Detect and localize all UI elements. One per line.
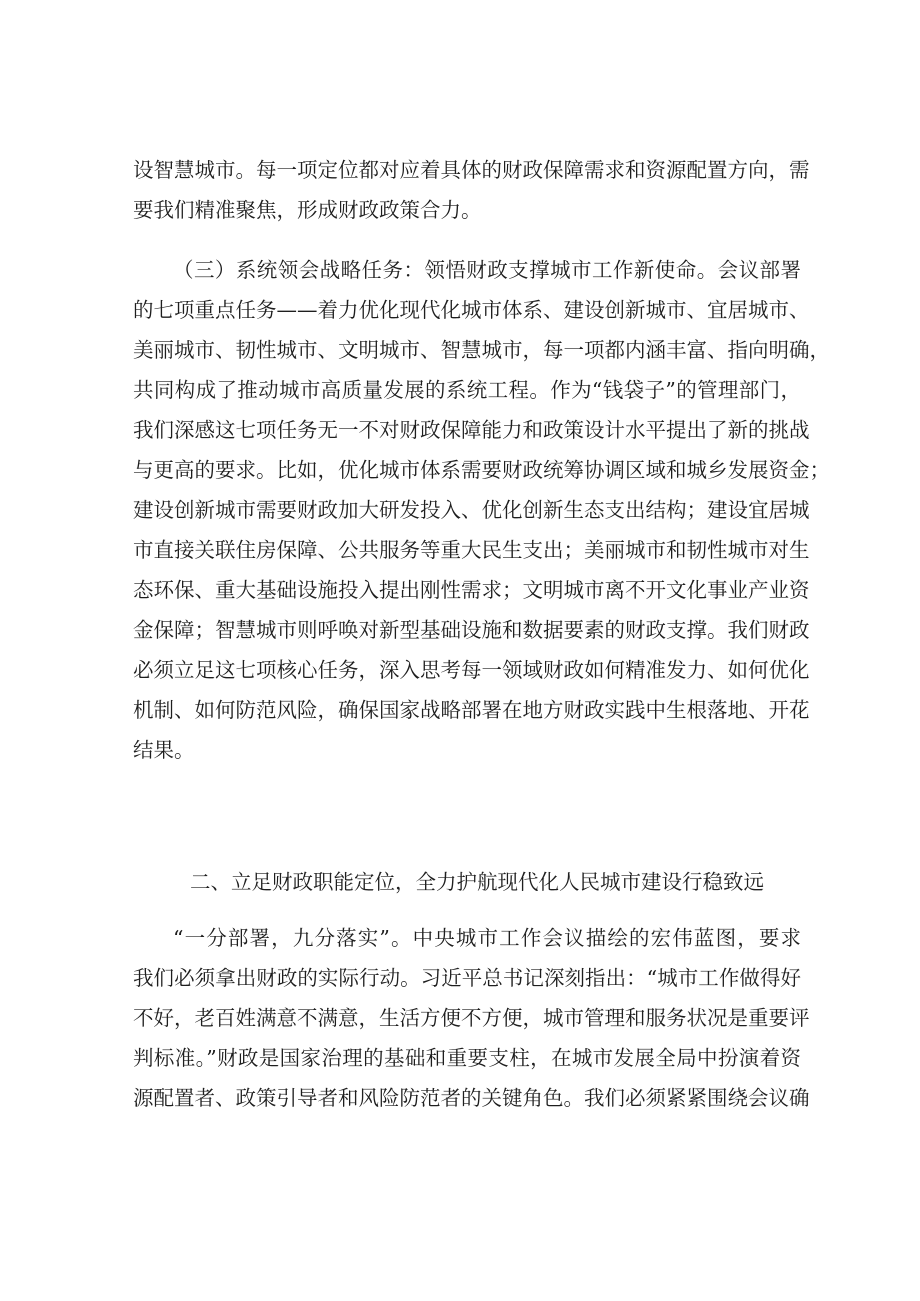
paragraph-line: 美丽城市、韧性城市、文明城市、智慧城市，每一项都内涵丰富、指向明确， — [133, 338, 830, 362]
paragraph-line: （三）系统领会战略任务：领悟财政支撑城市工作新使命。会议部署 — [173, 258, 801, 282]
paragraph-line: 共同构成了推动城市高质量发展的系统工程。作为“钱袋子”的管理部门， — [133, 378, 801, 402]
paragraph-line: 设智慧城市。每一项定位都对应着具体的财政保障需求和资源配置方向，需 — [133, 158, 810, 182]
section-heading: 二、立足财政职能定位，全力护航现代化人民城市建设行稳致远 — [190, 870, 764, 894]
paragraph-line: 态环保、重大基础设施投入提出刚性需求；文明城市离不开文化事业产业资 — [133, 578, 810, 602]
paragraph-line: 源配置者、政策引导者和风险防范者的关键角色。我们必须紧紧围绕会议确 — [133, 1086, 810, 1110]
paragraph-line: “一分部署，九分落实”。中央城市工作会议描绘的宏伟蓝图，要求 — [173, 926, 801, 950]
paragraph-line: 机制、如何防范风险，确保国家战略部署在地方财政实践中生根落地、开花 — [133, 698, 810, 722]
paragraph-2 — [133, 250, 830, 770]
paragraph-line: 不好，老百姓满意不满意，生活方便不方便，城市管理和服务状况是重要评 — [133, 1006, 810, 1030]
paragraph-line: 的七项重点任务——着力优化现代化城市体系、建设创新城市、宜居城市、 — [133, 298, 810, 322]
paragraph-line: 结果。 — [133, 738, 195, 762]
paragraph-line: 判标准。”财政是国家治理的基础和重要支柱，在城市发展全局中扮演着资 — [133, 1046, 801, 1070]
paragraph-line: 建设创新城市需要财政加大研发投入、优化创新生态支出结构；建设宜居城 — [133, 498, 810, 522]
paragraph-line: 我们深感这七项任务无一不对财政保障能力和政策设计水平提出了新的挑战 — [133, 418, 810, 442]
paragraph-line: 必须立足这七项核心任务，深入思考每一领域财政如何精准发力、如何优化 — [133, 658, 810, 682]
paragraph-line: 要我们精准聚焦，形成财政政策合力。 — [133, 198, 482, 222]
paragraph-line: 市直接关联住房保障、公共服务等重大民生支出；美丽城市和韧性城市对生 — [133, 538, 810, 562]
paragraph-3 — [133, 918, 810, 1118]
paragraph-line: 与更高的要求。比如，优化城市体系需要财政统筹协调区域和城乡发展资金； — [133, 458, 830, 482]
paragraph-line: 我们必须拿出财政的实际行动。习近平总书记深刻指出：“城市工作做得好 — [133, 966, 801, 990]
paragraph-line: 金保障；智慧城市则呼唤对新型基础设施和数据要素的财政支撑。我们财政 — [133, 618, 810, 642]
paragraph-1 — [133, 150, 810, 230]
